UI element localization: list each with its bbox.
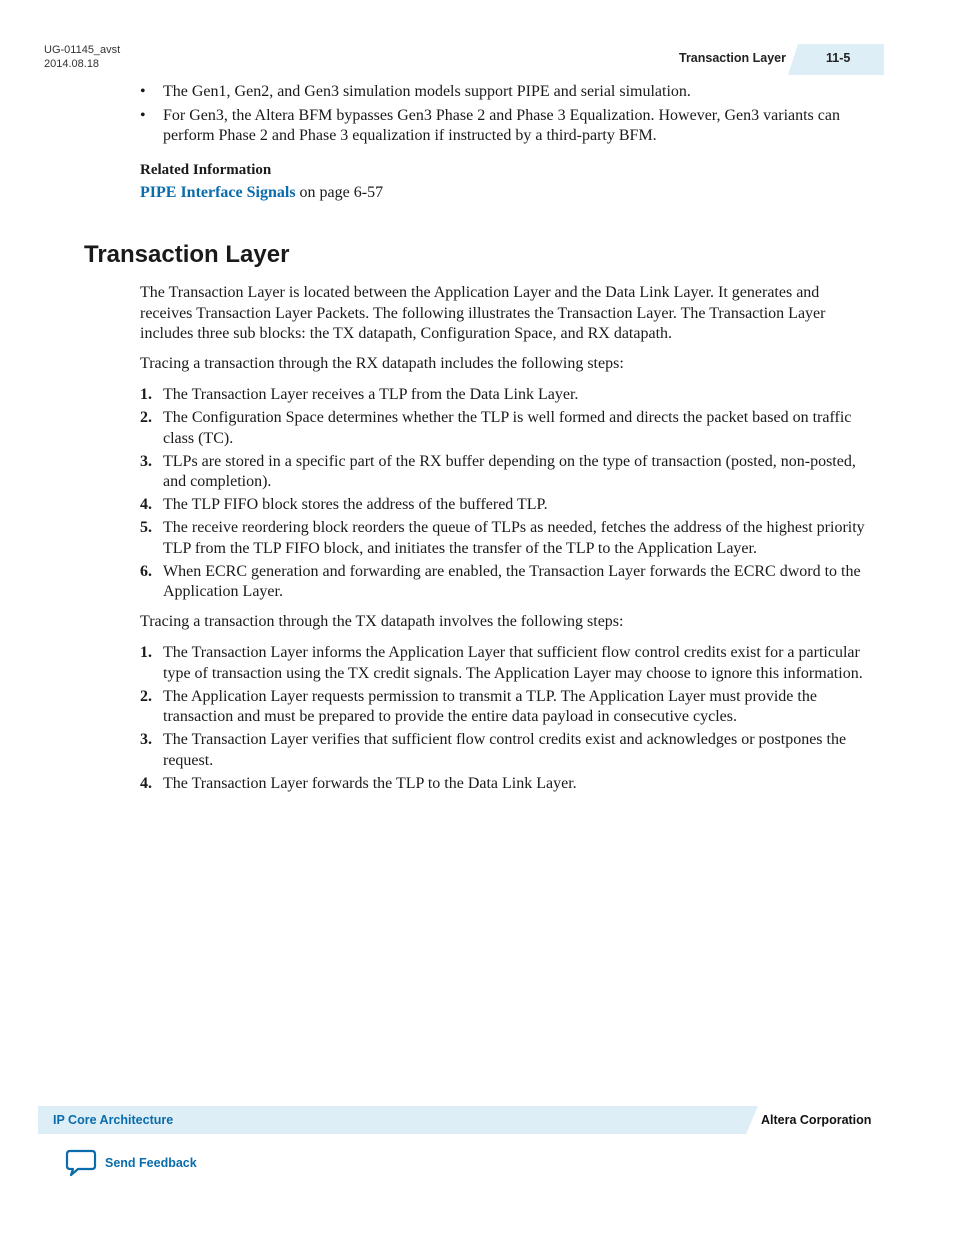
list-item: • For Gen3, the Altera BFM bypasses Gen3 Phase 2 and Phase 3 Equalization. However, Gen3 variants can perform Phase 2 and Phase 3 equalization if instructed by a third-party BFM. xyxy=(140,106,840,144)
list-item: 6. When ECRC generation and forwarding are enabled, the Transaction Layer forwards the ECRC dword to the Application Layer. xyxy=(140,562,861,600)
section-heading: Transaction Layer xyxy=(84,241,290,268)
send-feedback-button[interactable] xyxy=(65,1149,197,1177)
list-item: • The Gen1, Gen2, and Gen3 simulation models support PIPE and serial simulation. xyxy=(140,82,870,103)
list-item: 4. The TLP FIFO block stores the address of the buffered TLP. xyxy=(140,496,548,513)
send-feedback-label: Send Feedback xyxy=(105,1156,197,1170)
list-item: 2. The Configuration Space determines whether the TLP is well formed and directs the packet based on traffic class (TC). xyxy=(140,409,852,447)
intro-paragraph: The Transaction Layer is located between the Application Layer and the Data Link Layer. It generates and receives Transaction Layer Packets. The following illustrates the Transaction Layer. The Transaction Layer includes three sub blocks: the TX datapath, Configuration Space, and RX datapath. xyxy=(140,284,826,342)
footer-company: Altera Corporation xyxy=(761,1113,872,1127)
page-number: 11-5 xyxy=(826,51,851,65)
list-item: 1. The Transaction Layer receives a TLP from the Data Link Layer. xyxy=(140,386,579,403)
related-page-ref: on page 6-57 xyxy=(295,184,384,201)
header-page-box xyxy=(798,44,884,75)
tx-steps-list xyxy=(140,643,870,797)
footer-section-title: IP Core Architecture xyxy=(53,1113,174,1127)
footer-band xyxy=(38,1106,746,1134)
doc-number: UG-01145_avst xyxy=(44,44,121,56)
rx-intro-paragraph: Tracing a transaction through the RX datapath includes the following steps: xyxy=(140,355,624,372)
rx-steps-list xyxy=(140,385,870,605)
bullet-icon: • xyxy=(140,83,146,100)
list-item: 3. TLPs are stored in a specific part of the RX buffer depending on the type of transaction (posted, non-posted, and completion). xyxy=(140,452,856,490)
list-item: 5. The receive reordering block reorders the queue of TLPs as needed, fetches the address of the highest priority TLP from the TLP FIFO block, and initiates the transfer of the TLP to the Application Layer. xyxy=(140,519,865,557)
related-information-line xyxy=(140,184,383,202)
tx-intro-paragraph: Tracing a transaction through the TX datapath involves the following steps: xyxy=(140,613,624,630)
simulation-bullet-list xyxy=(140,82,870,150)
related-information-title: Related Information xyxy=(140,162,272,178)
header-section-title: Transaction Layer xyxy=(679,51,786,65)
speech-bubble-icon xyxy=(65,1149,97,1177)
list-item: 4. The Transaction Layer forwards the TLP to the Data Link Layer. xyxy=(140,774,577,792)
document-id xyxy=(44,43,120,71)
pipe-interface-signals-link[interactable]: PIPE Interface Signals xyxy=(140,184,296,201)
doc-date: 2014.08.18 xyxy=(44,58,100,70)
list-item: 3. The Transaction Layer verifies that sufficient flow control credits exist and acknowledges or postpones the request. xyxy=(140,731,847,769)
list-item: 2. The Application Layer requests permission to transmit a TLP. The Application Layer must provide the transaction and must be prepared to provide the entire data payload in consecutive cycles. xyxy=(140,687,817,725)
list-item: 1. The Transaction Layer informs the Application Layer that sufficient flow control credits exist for a particular type of transaction using the TX credit signals. The Application Layer may choose to ignore this information. xyxy=(140,644,863,682)
bullet-icon: • xyxy=(140,106,146,124)
